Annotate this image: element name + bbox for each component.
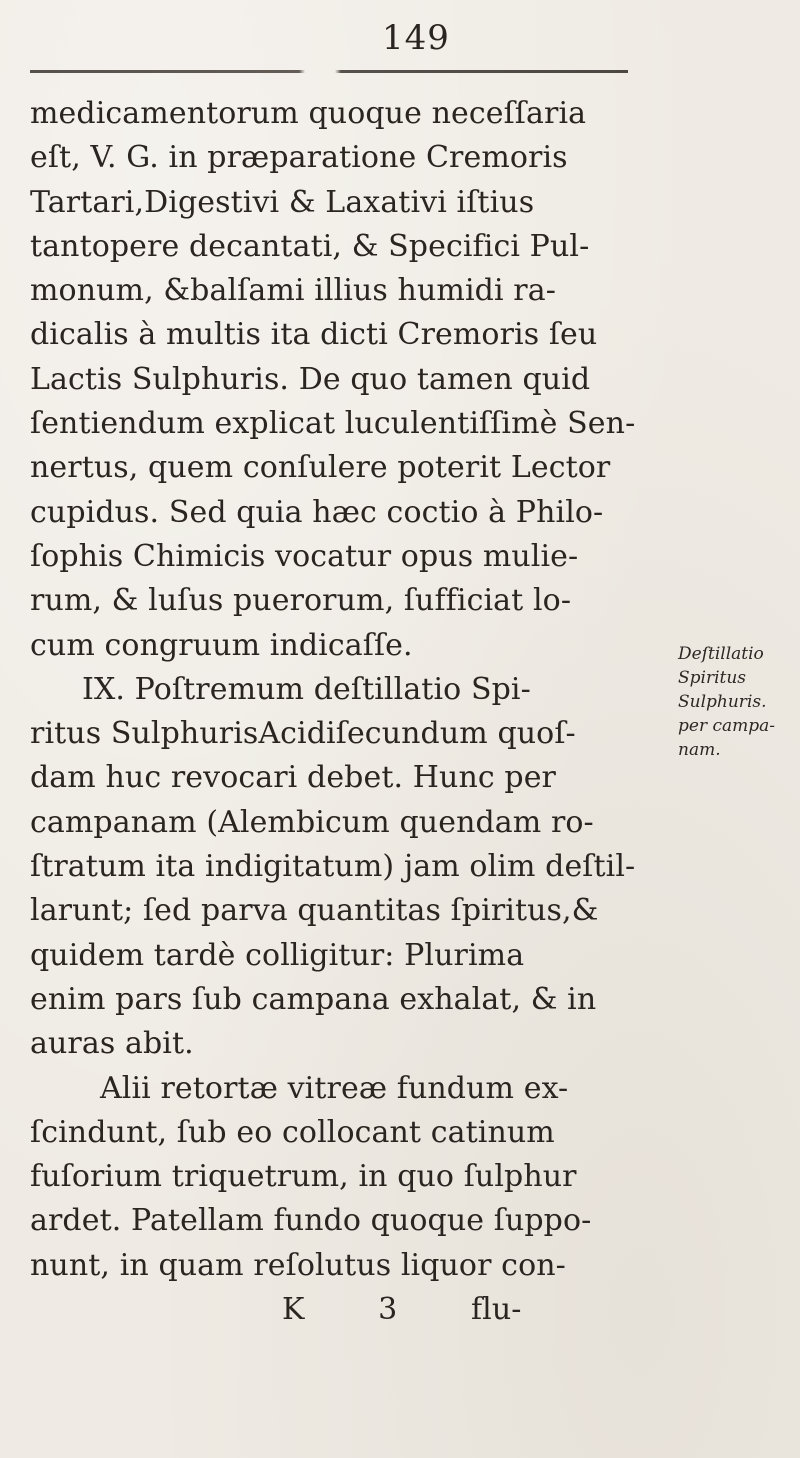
text-line: nunt, in quam reſolutus liquor con- <box>30 1247 566 1283</box>
catchline: K 3 flu- <box>282 1292 522 1328</box>
text-line: eſt, V. G. in præparatione Cremoris <box>30 140 568 176</box>
text-line: nertus, quem conſulere poterit Lector <box>30 450 611 486</box>
text-line: ardet. Patellam fundo quoque ſuppo- <box>30 1203 592 1239</box>
text-line: rum, & luſus puerorum, ſufficiat lo- <box>30 583 572 619</box>
text-line: ritus SulphurisAcidiſecundum quoſ- <box>30 716 576 752</box>
text-line: dicalis à multis ita dicti Cremoris ſeu <box>30 317 598 353</box>
margin-note-line: Sulphuris. <box>678 692 767 712</box>
text-line: auras abit. <box>30 1026 194 1062</box>
text-line: monum, &balſami illius humidi ra- <box>30 273 556 309</box>
text-line: ſentiendum explicat luculentiſſimè Sen- <box>30 406 636 442</box>
text-line: enim pars ſub campana exhalat, & in <box>30 981 597 1017</box>
text-line: cum congruum indicaſſe. <box>30 627 413 663</box>
marginal-note <box>678 642 800 762</box>
text-line: cupidus. Sed quia hæc coctio à Philo- <box>30 494 604 530</box>
text-line: tantopere decantati, & Specifici Pul- <box>30 228 590 264</box>
header-rule <box>30 70 628 73</box>
margin-note-line: Spiritus <box>678 668 747 688</box>
text-line: ſcindunt, ſub eo collocant catinum <box>30 1114 555 1150</box>
text-line: dam huc revocari debet. Hunc per <box>30 760 557 796</box>
text-line: quidem tardè colligitur: Plurima <box>30 937 525 973</box>
main-text-block <box>30 92 670 1332</box>
text-line: fuſorium triquetrum, in quo ſulphur <box>30 1159 577 1195</box>
margin-note-line: Deſtillatio <box>678 644 764 664</box>
text-line: Tartari,Digestivi & Laxativi iſtius <box>30 184 535 220</box>
text-line: ſtratum ita indigitatum) jam olim deſtil- <box>30 849 636 885</box>
text-line: ſophis Chimicis vocatur opus mulie- <box>30 538 579 574</box>
margin-note-line: per campa- <box>678 716 776 736</box>
text-line: larunt; ſed parva quantitas ſpiritus,& <box>30 893 599 929</box>
text-line: Alii retortæ vitreæ fundum ex- <box>100 1070 569 1106</box>
page-number: 149 <box>382 18 450 58</box>
margin-note-line: nam. <box>678 740 721 760</box>
text-line: campanam (Alembicum quendam ro- <box>30 804 594 840</box>
text-line: Lactis Sulphuris. De quo tamen quid <box>30 361 591 397</box>
text-line: medicamentorum quoque neceſſaria <box>30 96 587 131</box>
text-line: IX. Poſtremum deſtillatio Spi- <box>82 671 531 707</box>
